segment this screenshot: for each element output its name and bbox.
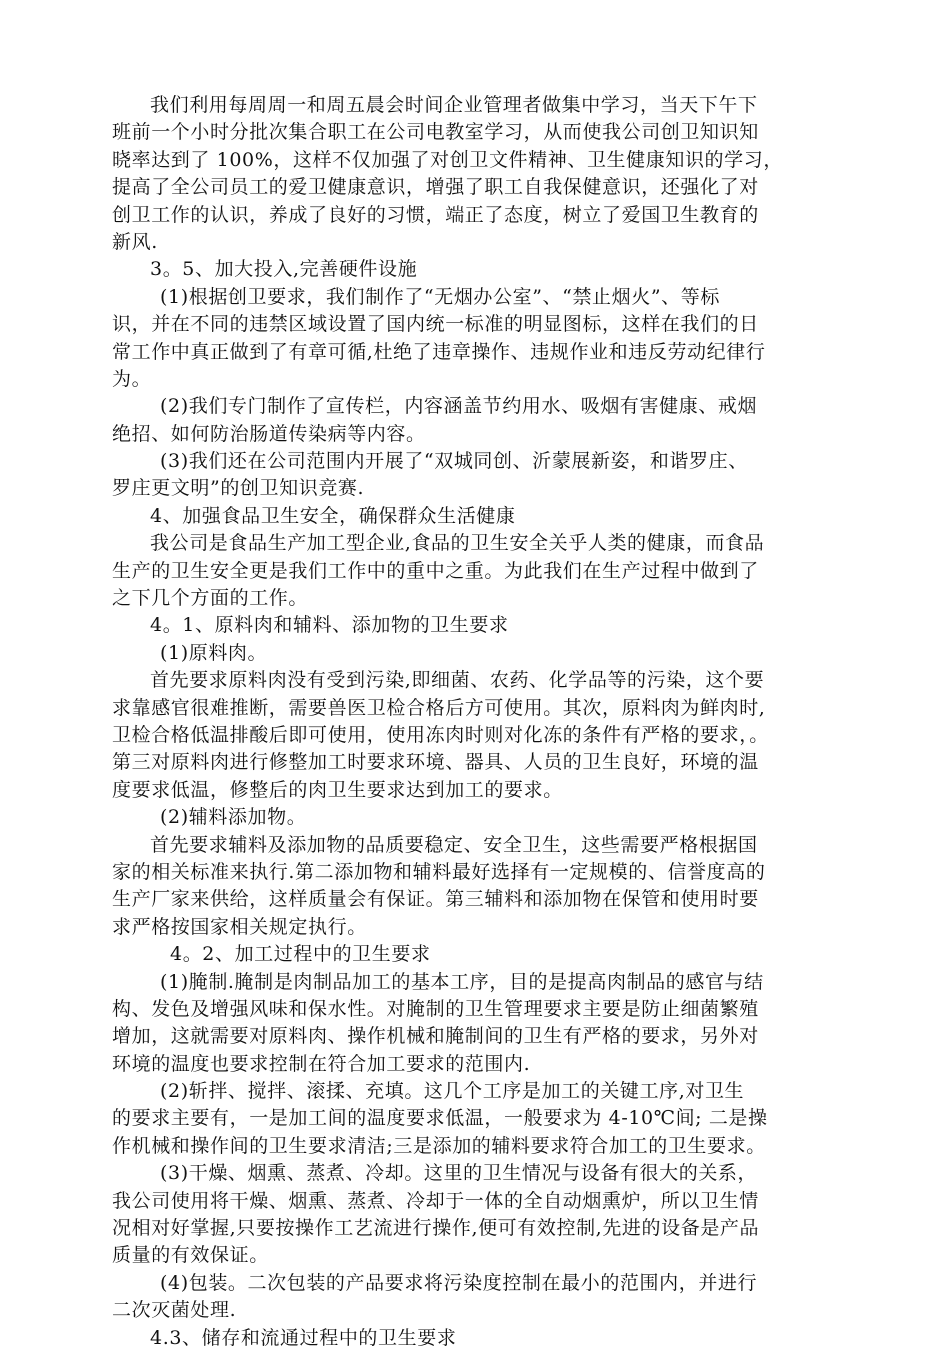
text-line: 第三对原料肉进行修整加工时要求环境、器具、人员的卫生良好，环境的温 (112, 751, 759, 774)
text-line: 绝招、如何防治肠道传染病等内容。 (112, 422, 426, 445)
text-line: (3)我们还在公司范围内开展了“双城同创、沂蒙展新姿，和谐罗庄、 (160, 450, 748, 473)
text-line: 创卫工作的认识，养成了良好的习惯，端正了态度，树立了爱国卫生教育的 (112, 203, 759, 226)
text-line: 卫检合格低温排酸后即可使用，使用冻肉时则对化冻的条件有严格的要求，。 (112, 723, 769, 746)
text-line: 作机械和操作间的卫生要求清洁;三是添加的辅料要求符合加工的卫生要求。 (112, 1134, 766, 1157)
text-line: 3。5、加大投入,完善硬件设施 (150, 258, 418, 281)
document-page (112, 92, 862, 1352)
text-line: 质量的有效保证。 (112, 1244, 269, 1267)
text-line: 识，并在不同的违禁区域设置了国内统一标准的明显图标，这样在我们的日 (112, 313, 759, 336)
text-line: 况相对好掌握,只要按操作工艺流进行操作,便可有效控制,先进的设备是产品 (112, 1217, 760, 1240)
text-line: (1)腌制.腌制是肉制品加工的基本工序，目的是提高肉制品的感官与结 (160, 970, 764, 993)
text-line: 4。2、加工过程中的卫生要求 (170, 943, 431, 966)
text-line: 的要求主要有，一是加工间的温度要求低温，一般要求为 4-10℃间; 二是操 (112, 1107, 768, 1130)
text-line: (4)包装。二次包装的产品要求将污染度控制在最小的范围内，并进行 (160, 1271, 758, 1294)
text-line: (3)干燥、烟熏、蒸煮、冷却。这里的卫生情况与设备有很大的关系， (160, 1162, 758, 1185)
text-line: 首先要求原料肉没有受到污染,即细菌、农药、化学品等的污染，这个要 (150, 669, 765, 692)
text-line: 罗庄更文明”的创卫知识竞赛. (112, 477, 365, 500)
text-line: 新风. (112, 230, 158, 253)
text-line: 晓率达到了 100%，这样不仅加强了对创卫文件精神、卫生健康知识的学习， (112, 148, 783, 171)
text-line: 环境的温度也要求控制在符合加工要求的范围内. (112, 1052, 531, 1075)
text-line: (2)我们专门制作了宣传栏，内容涵盖节约用水、吸烟有害健康、戒烟 (160, 395, 758, 418)
text-line: 我公司使用将干燥、烟熏、蒸煮、冷却于一体的全自动烟熏炉，所以卫生情 (112, 1189, 759, 1212)
text-line: 4.3、储存和流通过程中的卫生要求 (150, 1326, 457, 1349)
text-line: (2)辅料添加物。 (160, 806, 307, 829)
text-line: 度要求低温，修整后的肉卫生要求达到加工的要求。 (112, 778, 563, 801)
text-line: (1)根据创卫要求，我们制作了“无烟办公室”、“禁止烟火”、等标 (160, 285, 720, 308)
text-line: 增加，这就需要对原料肉、操作机械和腌制间的卫生有严格的要求，另外对 (112, 1025, 759, 1048)
text-line: 之下几个方面的工作。 (112, 587, 309, 610)
text-line: 求严格按国家相关规定执行。 (112, 915, 367, 938)
text-line: 为。 (112, 367, 152, 390)
text-line: 提高了全公司员工的爱卫健康意识，增强了职工自我保健意识，还强化了对 (112, 176, 759, 199)
text-line: 4。1、原料肉和辅料、添加物的卫生要求 (150, 614, 509, 637)
text-line: (1)原料肉。 (160, 641, 268, 664)
text-line: 班前一个小时分批次集合职工在公司电教室学习，从而使我公司创卫知识知 (112, 121, 759, 144)
text-line: 求靠感官很难推断，需要兽医卫检合格后方可使用。其次，原料肉为鲜肉时, (112, 696, 766, 719)
text-line: 首先要求辅料及添加物的品质要稳定、安全卫生，这些需要严格根据国 (150, 833, 758, 856)
text-line: 我们利用每周周一和周五晨会时间企业管理者做集中学习，当天下午下 (150, 94, 758, 116)
text-line: 4、加强食品卫生安全，确保群众生活健康 (150, 504, 516, 527)
text-line: 二次灭菌处理. (112, 1299, 237, 1322)
text-line: 常工作中真正做到了有章可循,杜绝了违章操作、违规作业和违反劳动纪律行 (112, 340, 766, 363)
text-line: 生产的卫生安全更是我们工作中的重中之重。为此我们在生产过程中做到了 (112, 559, 759, 582)
text-line: 生产厂家来供给，这样质量会有保证。第三辅料和添加物在保管和使用时要 (112, 888, 759, 911)
text-line: 构、发色及增强风味和保水性。对腌制的卫生管理要求主要是防止细菌繁殖 (112, 997, 759, 1020)
text-line: 我公司是食品生产加工型企业,食品的卫生安全关乎人类的健康，而食品 (150, 532, 765, 555)
text-line: 家的相关标准来执行.第二添加物和辅料最好选择有一定规模的、信誉度高的 (112, 860, 766, 883)
text-line: (2)斩拌、搅拌、滚揉、充填。这几个工序是加工的关键工序,对卫生 (160, 1080, 745, 1103)
